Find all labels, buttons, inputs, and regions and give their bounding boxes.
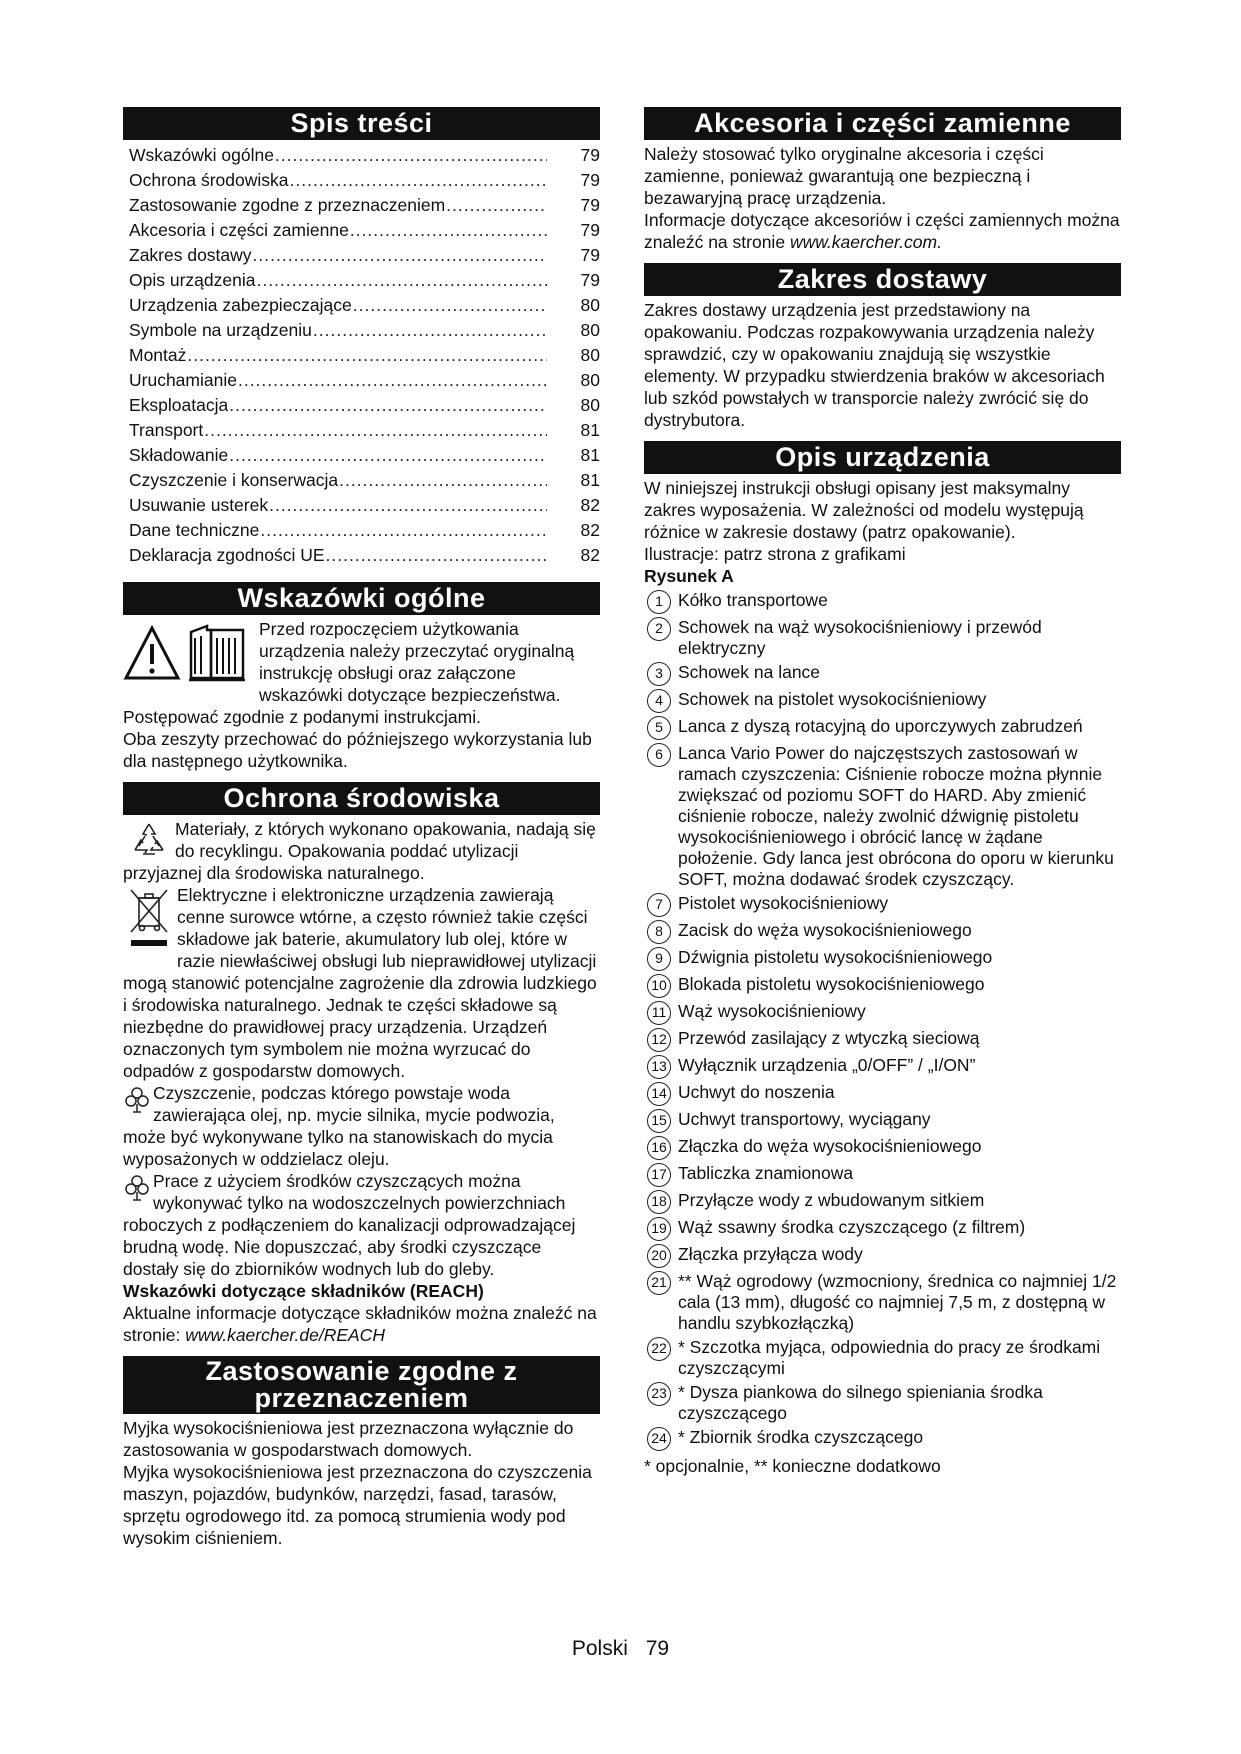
environment-section [123,818,600,1346]
toc-dots [290,168,547,193]
list-item [644,1163,1121,1187]
toc-entry[interactable] [123,143,600,168]
delivery-title: Zakres dostawy [644,263,1121,296]
item-number-badge: 5 [647,716,671,740]
item-number-badge: 2 [647,617,671,641]
item-number-badge: 10 [647,974,671,998]
item-label: * Dysza piankowa do silnego spieniania środka czyszczącego [678,1382,1043,1423]
recycling-icon [129,820,169,860]
description-section [644,477,1121,1477]
item-label: Przyłącze wody z wbudowanym sitkiem [678,1190,985,1210]
list-item [644,689,1121,713]
toc-entry-page: 80 [580,345,600,365]
item-number-badge: 3 [647,662,671,686]
accessories-link[interactable]: www.kaercher.com. [789,232,942,252]
list-item [644,617,1121,659]
toc-entry-page: 81 [580,420,600,440]
list-item [644,893,1121,917]
item-number-badge: 21 [647,1271,671,1295]
item-label: Wąż wysokociśnieniowy [678,1001,866,1021]
footnote: * opcjonalnie, ** konieczne dodatkowo [644,1456,941,1476]
description-p1: W niniejszej instrukcji obsługi opisany jest maksymalny zakres wyposażenia. W zależności od modelu występują różnice w zakresie dostawy (patrz opakowanie). [644,478,1084,542]
item-number-badge: 17 [647,1163,671,1187]
item-label: Blokada pistoletu wysokociśnieniowego [678,974,985,994]
item-label: Lanca Vario Power do najczęstszych zastosowań w ramach czyszczenia: Ciśnienie robocze można płynnie zwiększać od poziomu SOFT do HARD. Aby zmienić ciśnienie robocze, należy zwolnić dźwignię pistoletu wysokociśnieniowego i obrócić lancę w żądane położenie. Gdy lanca jest obrócona do oporu w kierunku SOFT, można dodawać środek czyszczący. [678,743,1114,889]
list-item [644,1244,1121,1268]
intended-use-title: Zastosowanie zgodne z przeznaczeniem [123,1356,600,1414]
toc-entry-label: Zakres dostawy [129,245,252,265]
delivery-p1: Zakres dostawy urządzenia jest przedstawiony na opakowaniu. Podczas rozpakowywania urządzenia należy sprawdzić, czy w opakowaniu znajdują się wszystkie elementy. W przypadku stwierdzenia braków w akcesoriach lub szkód powstałych w transporcie należy zwrócić się do dystrybutora. [644,300,1105,430]
list-item [644,1109,1121,1133]
item-label: Wąż ssawny środka czyszczącego (z filtrem) [678,1217,1026,1237]
toc-entry-label: Akcesoria i części zamienne [129,220,349,240]
toc-dots [187,343,547,368]
description-p2: Ilustracje: patrz strona z grafikami [644,544,906,564]
item-label: Uchwyt transportowy, wyciągany [678,1109,931,1129]
toc-dots [339,468,547,493]
list-item [644,1082,1121,1106]
toc-entry[interactable] [123,418,600,443]
list-item [644,743,1121,890]
general-title: Wskazówki ogólne [123,582,600,615]
toc-entry[interactable] [123,343,600,368]
list-item [644,590,1121,614]
toc-entry[interactable] [123,243,600,268]
toc-entry-label: Dane techniczne [129,520,260,540]
item-number-badge: 4 [647,689,671,713]
item-label: Schowek na lance [678,662,821,682]
item-label: * Zbiornik środka czyszczącego [678,1427,924,1447]
general-intro: Przed rozpoczęciem użytkowania urządzenia należy przeczytać oryginalną instrukcję obsługi oraz załączone wskazówki dotyczące bezpieczeństwa. Postępować zgodnie z podanymi instrukcjami. [123,619,575,727]
list-item [644,1190,1121,1214]
environment-p2: Elektryczne i elektroniczne urządzenia zawierają cenne surowce wtórne, a często również takie części składowe jak baterie, akumulatory lub olej, które w razie niewłaściwej obsługi lub nieprawidłowej utylizacji mogą stanowić potencjalne zagrożenie dla zdrowia ludzkiego i środowiska naturalnego. Jednak te części składowe są niezbędne do prawidłowej pracy urządzenia. Urządzeń oznaczonych tym symbolem nie można wyrzucać do odpadów z gospodarstw domowych. [123,885,597,1081]
item-number-badge: 8 [647,920,671,944]
list-item [644,662,1121,686]
list-item [644,1028,1121,1052]
toc-entry[interactable] [123,193,600,218]
accessories-p1: Należy stosować tylko oryginalne akcesoria i części zamienne, ponieważ gwarantują one bezpieczną i bezawaryjną pracę urządzenia. [644,144,1044,208]
item-label: Przewód zasilający z wtyczką sieciową [678,1028,980,1048]
item-label: * Szczotka myjąca, odpowiednia do pracy ze środkami czyszczącymi [678,1337,1101,1378]
environment-title: Ochrona środowiska [123,782,600,815]
list-item [644,1271,1121,1334]
toc-entry[interactable] [123,293,600,318]
toc-entry-label: Urządzenia zabezpieczające [129,295,352,315]
toc-entry-label: Opis urządzenia [129,270,256,290]
toc-entry[interactable] [123,493,600,518]
component-list [644,590,1121,1451]
list-item [644,1055,1121,1079]
list-item [644,1337,1121,1379]
toc-entry-page: 79 [580,245,600,265]
toc-entry-label: Uruchamianie [129,370,237,390]
item-label: Lanca z dyszą rotacyjną do uporczywych zabrudzeń [678,716,1083,736]
toc-entry[interactable] [123,393,600,418]
toc-entry[interactable] [123,518,600,543]
toc-entry-page: 82 [580,545,600,565]
reach-text: Aktualne informacje dotyczące składników można znaleźć na stronie: www.kaercher.de/REACH [123,1303,597,1345]
item-number-badge: 12 [647,1028,671,1052]
toc-dots [260,518,547,543]
toc-entry-label: Symbole na urządzeniu [129,320,312,340]
delivery-section [644,299,1121,431]
intended-use-section [123,1417,600,1549]
toc-entry[interactable] [123,443,600,468]
item-number-badge: 24 [647,1427,671,1451]
toc-dots [238,368,547,393]
item-label: Schowek na wąż wysokociśnieniowy i przewód elektryczny [678,617,1042,658]
item-label: Dźwignia pistoletu wysokociśnieniowego [678,947,993,967]
accessories-title: Akcesoria i części zamienne [644,107,1121,140]
toc-dots [269,493,547,518]
footer-page-number: 79 [645,1637,670,1660]
toc-dots [275,143,547,168]
toc-dots [313,318,547,343]
toc-entry-page: 79 [580,170,600,190]
toc-entry-label: Transport [129,420,204,440]
item-label: Schowek na pistolet wysokociśnieniowy [678,689,987,709]
toc-entry[interactable] [123,218,600,243]
item-label: Złączka do węża wysokociśnieniowego [678,1136,982,1156]
toc-entry-label: Ochrona środowiska [129,170,289,190]
intended-use-p1: Myjka wysokociśnieniowa jest przeznaczona wyłącznie do zastosowania w gospodarstwach domowych. [123,1418,574,1460]
toc-entry-page: 82 [580,495,600,515]
toc-entry-page: 81 [580,470,600,490]
manual-book-icon [189,626,245,680]
list-item [644,1001,1121,1025]
toc-dots [353,293,547,318]
toc-entry-label: Montaż [129,345,187,365]
toc-entry-page: 81 [580,445,600,465]
environment-p3: Czyszczenie, podczas którego powstaje woda zawierająca olej, np. mycie silnika, mycie podwozia, może być wykonywane tylko na stanowiskach do mycia wyposażonych w oddzielacz oleju. [123,1083,555,1169]
list-item [644,1217,1121,1241]
item-label: Pistolet wysokociśnieniowy [678,893,889,913]
item-number-badge: 20 [647,1244,671,1268]
toc-dots [253,243,547,268]
toc-entry[interactable] [123,168,600,193]
item-number-badge: 22 [647,1337,671,1361]
toc-entry[interactable] [123,543,600,568]
item-number-badge: 15 [647,1109,671,1133]
toc-entry-page: 80 [580,320,600,340]
toc-entry-page: 80 [580,295,600,315]
toc-dots [256,268,547,293]
toc-dots [204,418,547,443]
item-number-badge: 18 [647,1190,671,1214]
item-label: Tabliczka znamionowa [678,1163,854,1183]
toc-dots [446,193,547,218]
accessories-section [644,143,1121,253]
warning-triangle-icon [123,620,253,684]
item-number-badge: 9 [647,947,671,971]
toc-dots [350,218,547,243]
list-item [644,716,1121,740]
toc-entry-page: 79 [580,145,600,165]
warning-icons [123,620,253,686]
reach-link[interactable]: www.kaercher.de/REACH [185,1325,385,1345]
item-label: Kółko transportowe [678,590,828,610]
toc-entry[interactable] [123,318,600,343]
item-number-badge: 23 [647,1382,671,1406]
toc-entry-label: Składowanie [129,445,229,465]
toc-entry[interactable] [123,468,600,493]
general-section [123,618,600,772]
toc-entry-label: Wskazówki ogólne [129,145,274,165]
page-footer [0,1638,1241,1660]
crossed-bin-icon [127,886,171,948]
left-column [123,107,600,1559]
item-number-badge: 6 [647,743,671,767]
environment-p4: Prace z użyciem środków czyszczących można wykonywać tylko na wodoszczelnych powierzchniach roboczych z podłączeniem do kanalizacji odprowadzającej brudną wodę. Nie dopuszczać, aby środki czyszczące dostały się do zbiorników wodnych lub do gleby. [123,1171,576,1279]
toc-entry-page: 80 [580,395,600,415]
general-p2: Oba zeszyty przechować do późniejszego wykorzystania lub dla następnego użytkownika. [123,729,592,771]
toc-entry-label: Czyszczenie i konserwacja [129,470,339,490]
table-of-contents [123,143,600,568]
list-item [644,1136,1121,1160]
environment-p1: Materiały, z których wykonano opakowania, nadają się do recyklingu. Opakowania poddać utylizacji przyjaznej dla środowiska naturalnego. [123,819,596,883]
toc-entry-label: Zastosowanie zgodne z przeznaczeniem [129,195,446,215]
intended-use-p2: Myjka wysokociśnieniowa jest przeznaczona do czyszczenia maszyn, pojazdów, budynków, narzędzi, fasad, tarasów, sprzętu ogrodowego itd. za pomocą strumienia wody pod wysokim ciśnieniem. [123,1462,592,1548]
toc-entry-label: Usuwanie usterek [129,495,269,515]
item-label: Wyłącznik urządzenia „0/OFF” / „I/ON” [678,1055,976,1075]
item-number-badge: 16 [647,1136,671,1160]
toc-entry-page: 79 [580,220,600,240]
toc-title: Spis treści [123,107,600,140]
list-item [644,1427,1121,1451]
toc-entry[interactable] [123,368,600,393]
weee-icon-wrap [127,886,171,953]
toc-entry-page: 79 [580,195,600,215]
environment-hint-icon [125,1086,149,1114]
right-column [644,107,1121,1487]
toc-dots [326,543,547,568]
list-item [644,947,1121,971]
toc-entry[interactable] [123,268,600,293]
list-item [644,1382,1121,1424]
item-number-badge: 13 [647,1055,671,1079]
footer-language: Polski [571,1637,628,1660]
toc-entry-page: 79 [580,270,600,290]
item-label: Zacisk do węża wysokociśnieniowego [678,920,972,940]
environment-hint-icon-2 [125,1174,149,1202]
item-label: ** Wąż ogrodowy (wzmocniony, średnica co najmniej 1/2 cala (13 mm), długość co najmniej 7,5 m, z dostępną w handlu szybkozłączką) [678,1271,1117,1333]
reach-heading: Wskazówki dotyczące składników (REACH) [123,1281,484,1301]
item-number-badge: 7 [647,893,671,917]
toc-entry-page: 82 [580,520,600,540]
figure-label: Rysunek A [644,566,734,586]
item-number-badge: 11 [647,1001,671,1025]
list-item [644,920,1121,944]
list-item [644,974,1121,998]
item-number-badge: 14 [647,1082,671,1106]
accessories-p2: Informacje dotyczące akcesoriów i części zamiennych można znaleźć na stronie www.kaercher.com. [644,210,1120,252]
toc-entry-label: Deklaracja zgodności UE [129,545,325,565]
item-label: Złączka przyłącza wody [678,1244,863,1264]
toc-dots [229,443,547,468]
toc-entry-label: Eksploatacja [129,395,229,415]
item-number-badge: 1 [647,590,671,614]
item-label: Uchwyt do noszenia [678,1082,835,1102]
toc-entry-page: 80 [580,370,600,390]
description-title: Opis urządzenia [644,441,1121,474]
toc-dots [229,393,547,418]
item-number-badge: 19 [647,1217,671,1241]
